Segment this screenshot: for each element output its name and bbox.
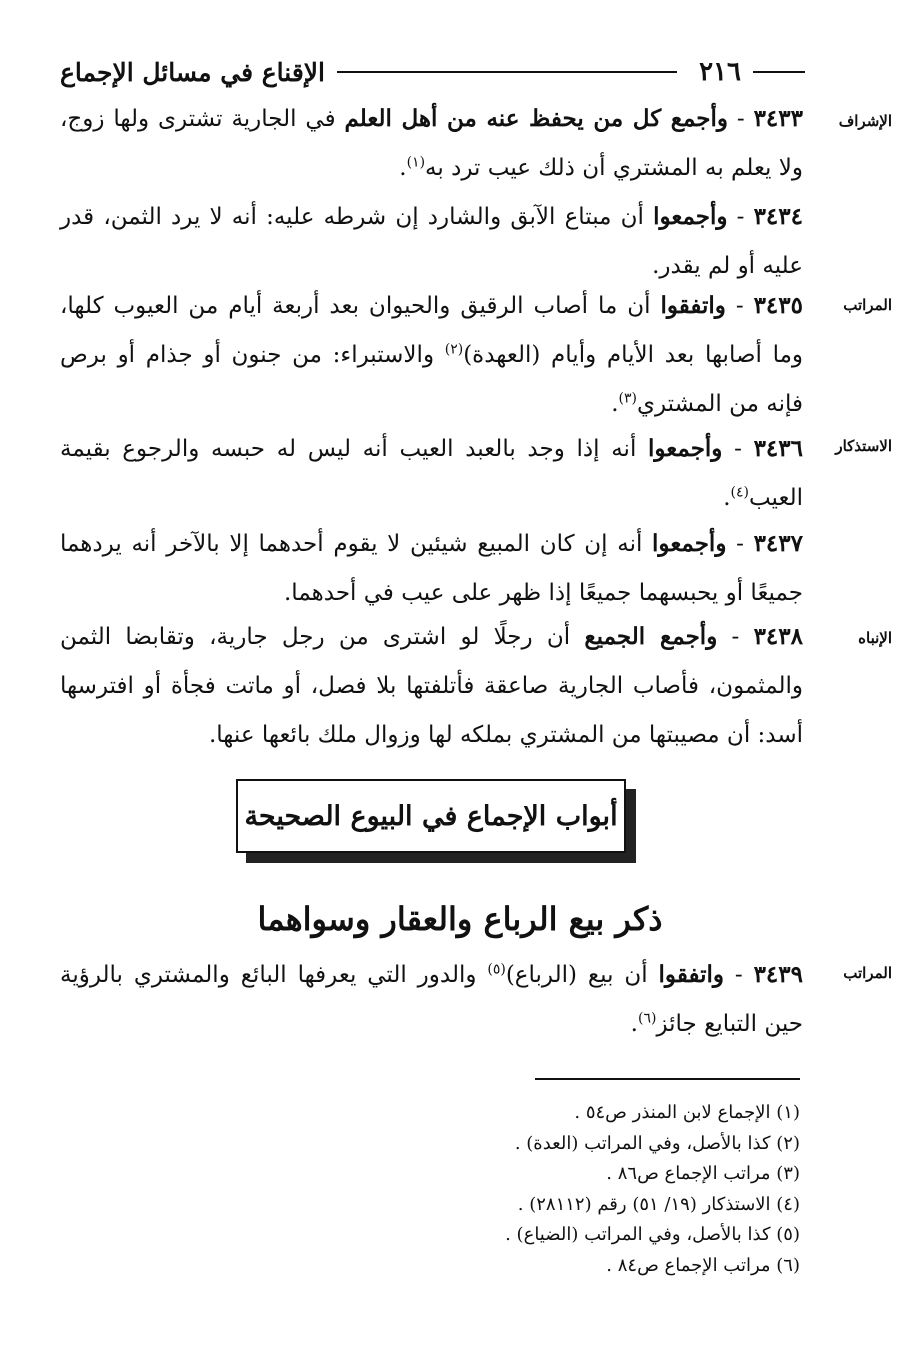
entry-number: ٣٤٣٣ [753, 105, 803, 132]
entry-lead: وأجمعوا [652, 530, 727, 557]
entry-lead: واتفقوا [658, 961, 724, 988]
side-note-3438: الإنباه [858, 629, 892, 647]
entry-lead: وأجمع كل من يحفظ عنه من أهل العلم [344, 105, 728, 132]
entry-number: ٣٤٣٨ [753, 623, 803, 650]
footnote-6: (٦) مراتب الإجماع ص٨٤ . [606, 1254, 800, 1276]
entry-number: ٣٤٣٩ [753, 961, 803, 988]
side-note-3433: الإشراف [838, 112, 892, 130]
entry-tail-2: . [611, 391, 619, 417]
running-header [60, 52, 805, 92]
entry-text: أنه إن كان المبيع شيئين لا يقوم أحدهما إلا بالآخر أنه يردهما جميعًا أو يحبسهما جميعًا إذا ظهر على عيب في أحدهما. [60, 531, 803, 606]
footnote-ref: (٦) [637, 1010, 657, 1027]
footnote-ref: (٣) [618, 390, 637, 407]
entry-tail: . [399, 155, 407, 181]
section-banner: أبواب الإجماع في البيوع الصحيحة [236, 779, 626, 853]
entry-3433: ٣٤٣٣ - وأجمع كل من يحفظ عنه من أهل العلم في الجارية تشترى ولها زوج، ولا يعلم به المشتري أن ذلك عيب ترد به$^{(١)}$. [60, 105, 803, 181]
entry-text: أن ما أصاب الرقيق والحيوان بعد أربعة أيام من العيوب كلها، وما أصابها بعد الأيام وأيام (العهدة) [60, 293, 803, 368]
header-rule-long [337, 71, 677, 73]
entry-text: في الجارية تشترى ولها زوج، ولا يعلم به المشتري أن ذلك عيب ترد به [60, 106, 803, 181]
footnote-4: (٤) الاستذكار (١٩/ ٥١) رقم (٢٨١١٢) . [517, 1193, 800, 1215]
entry-number: ٣٤٣٦ [753, 435, 803, 462]
entry-lead: واتفقوا [660, 292, 726, 319]
footnote-1: (١) الإجماع لابن المنذر ص٥٤ . [574, 1102, 800, 1123]
entry-number: ٣٤٣٧ [753, 530, 803, 557]
footnote-separator [535, 1078, 800, 1080]
entry-3437: ٣٤٣٧ - وأجمعوا أنه إن كان المبيع شيئين لا يقوم أحدهما إلا بالآخر أنه يردهما جميعًا أو يحبسهما جميعًا إذا ظهر على عيب في أحدهما. [60, 530, 803, 606]
entry-tail: . [723, 485, 731, 511]
book-title: الإقناع في مسائل الإجماع [60, 57, 325, 87]
footnote-2: (٢) كذا بالأصل، وفي المراتب (العدة) . [514, 1132, 800, 1154]
entry-number: ٣٤٣٥ [753, 292, 803, 319]
entry-tail: والاستبراء: من جنون أو جذام أو برص فإنه من المشتري [60, 342, 803, 417]
entry-text: أن بيع (الرباع) [505, 962, 659, 988]
entry-text: أن رجلًا لو اشترى من رجل جارية، وتقابضا الثمن والمثمون، فأصاب الجارية صاعقة فأتلفتها بلا فصل، أو ماتت فجأة أو افترسها أسد: أن مصيبتها من المشتري بملكه لها وزوال ملك بائعها عنها. [60, 624, 803, 748]
entry-3436: ٣٤٣٦ - وأجمعوا أنه إذا وجد بالعبد العيب أنه ليس له حبسه والرجوع بقيمة العيب$^{(٤)}$. [60, 435, 803, 511]
footnote-5: (٥) كذا بالأصل، وفي المراتب (الضياع) . [505, 1224, 800, 1245]
side-note-3439: المراتب [843, 964, 892, 982]
footnote-3: (٣) مراتب الإجماع ص٨٦ . [606, 1163, 800, 1184]
entry-tail-2: . [630, 1011, 638, 1037]
footnote-ref: (٤) [730, 484, 749, 501]
section-subheading: ذكر بيع الرباع والعقار وسواهما [257, 900, 663, 938]
footnote-ref: (١) [406, 154, 426, 171]
entry-lead: وأجمعوا [653, 203, 728, 230]
entry-lead: وأجمع الجميع [584, 623, 718, 650]
footnote-ref: (٥) [487, 961, 506, 978]
header-rule-short [753, 71, 805, 73]
entry-3438: ٣٤٣٨ - وأجمع الجميع أن رجلًا لو اشترى من رجل جارية، وتقابضا الثمن والمثمون، فأصاب الجارية صاعقة فأتلفتها بلا فصل، أو ماتت فجأة أو افترسها أسد: أن مصيبتها من المشتري بملكه لها وزوال ملك بائعها عنها. [60, 623, 803, 748]
entry-text: أن مبتاع الآبق والشارد إن شرطه عليه: أنه لا يرد الثمن، قدر عليه أو لم يقدر. [60, 204, 803, 279]
footnote-ref: (٢) [444, 341, 464, 358]
entry-number: ٣٤٣٤ [753, 203, 803, 230]
side-note-3435: المراتب [843, 296, 892, 314]
entry-3439: ٣٤٣٩ - واتفقوا أن بيع (الرباع)$^{(٥)}$ والدور التي يعرفها البائع والمشتري بالرؤية حين التبايع جائز$^{(٦)}$. [60, 961, 803, 1037]
entry-tail: والدور التي يعرفها البائع والمشتري بالرؤية حين التبايع جائز [60, 962, 803, 1037]
entry-lead: وأجمعوا [648, 435, 723, 462]
entry-3435: ٣٤٣٥ - واتفقوا أن ما أصاب الرقيق والحيوان بعد أربعة أيام من العيوب كلها، وما أصابها بعد الأيام وأيام (العهدة)$^{(٢)}$ والاستبراء: من جنون أو جذام أو برص فإنه من المشتري$^{(٣)}$. [60, 292, 803, 417]
side-note-3436: الاستذكار [835, 437, 892, 455]
page-number: ٢١٦ [699, 57, 741, 87]
footnotes [300, 1098, 800, 1281]
entry-3434: ٣٤٣٤ - وأجمعوا أن مبتاع الآبق والشارد إن شرطه عليه: أنه لا يرد الثمن، قدر عليه أو لم يقدر. [60, 203, 803, 279]
entry-text: أنه إذا وجد بالعبد العيب أنه ليس له حبسه والرجوع بقيمة العيب [60, 436, 803, 511]
